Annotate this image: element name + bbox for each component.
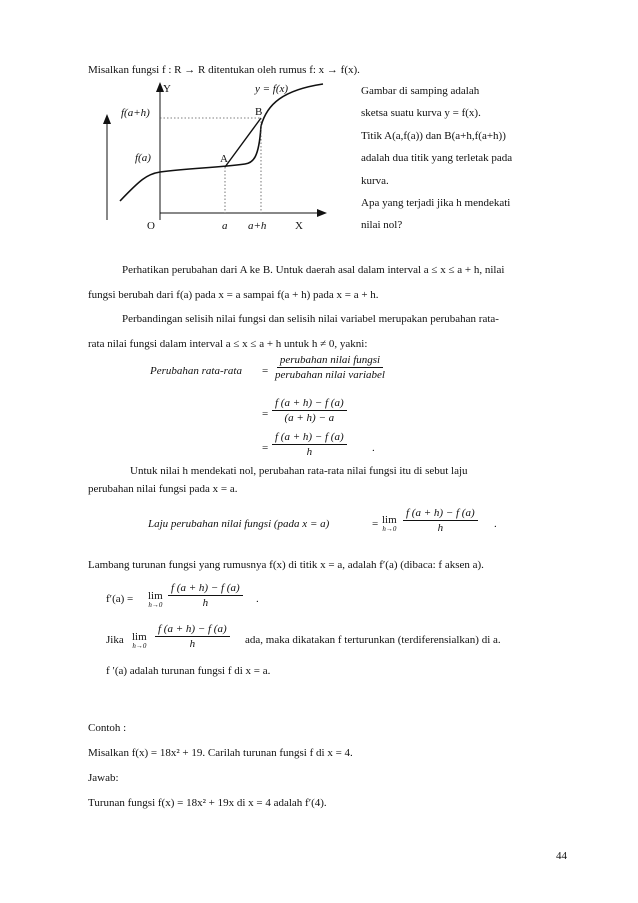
eq1-num1: perubahan nilai fungsi (277, 354, 383, 368)
eq4-prefix: Jika (106, 634, 124, 646)
contoh-question: Misalkan f(x) = 18x² + 19. Carilah turunan fungsi f di x = 4. (88, 747, 353, 759)
eq3-lhs: f′(a) = (106, 593, 134, 605)
point-b-label: B (255, 106, 263, 118)
eq4-lim-sub: h→0 (132, 642, 147, 650)
side-line: nilai nol? (361, 219, 403, 231)
eq1-den1: perubahan nilai variabel (275, 369, 385, 381)
tick-a-plus-h-label: a+h (248, 220, 267, 232)
eq3-den: h (202, 597, 209, 609)
eq1-equals: = (262, 365, 269, 377)
tick-a-label: a (222, 220, 228, 232)
eq4-num: f (a + h) − f (a) (155, 623, 230, 637)
page-number: 44 (556, 850, 567, 862)
para4: Lambang turunan fungsi yang rumusnya f(x) di titik x = a, adalah f′(a) (dibaca: f aksen a). (88, 559, 484, 571)
eq1-fraction-2 (272, 397, 347, 424)
eq3-period: . (256, 593, 259, 605)
f-a-label: f(a) (135, 152, 151, 164)
eq1-lhs: Perubahan rata-rata (150, 365, 242, 377)
eq2-limit (382, 515, 397, 533)
eq1-den3: h (306, 446, 313, 458)
eq2-den: h (437, 522, 444, 534)
para1-line: fungsi berubah dari f(a) pada x = a sampai f(a + h) pada x = a + h. (88, 289, 379, 301)
para3-line: Untuk nilai h mendekati nol, perubahan rata-rata nilai fungsi itu di sebut laju (130, 465, 468, 477)
eq4-lim: lim (132, 631, 147, 643)
left-arrow-head (103, 114, 111, 124)
side-line: Titik A(a,f(a)) dan B(a+h,f(a+h)) (361, 130, 506, 142)
eq4-suffix: ada, maka dikatakan f terturunkan (terdiferensialkan) di a. (245, 634, 501, 646)
jawab-label: Jawab: (88, 772, 119, 784)
para3-line: perubahan nilai fungsi pada x = a. (88, 483, 238, 495)
side-line: Apa yang terjadi jika h mendekati (361, 197, 511, 209)
jawab-line: Turunan fungsi f(x) = 18x² + 19x di x = 4 adalah f′(4). (88, 797, 327, 809)
eq3-num: f (a + h) − f (a) (168, 582, 243, 596)
eq2-lim-sub: h→0 (382, 525, 397, 533)
turunan-line: f ′(a) adalah turunan fungsi f di x = a. (106, 665, 271, 677)
eq2-num: f (a + h) − f (a) (403, 507, 478, 521)
eq3-lim-sub: h→0 (148, 601, 163, 609)
eq2-lhs: Laju perubahan nilai fungsi (pada x = a) (148, 518, 330, 530)
x-axis-label: X (295, 220, 303, 232)
eq3-limit (148, 591, 163, 609)
eq4-den: h (189, 638, 196, 650)
eq1-num2: f (a + h) − f (a) (272, 397, 347, 411)
eq2-period: . (494, 518, 497, 530)
origin-label: O (147, 220, 155, 232)
intro-line: Misalkan fungsi f : R → R ditentukan oleh rumus f: x → f(x). (88, 64, 360, 76)
eq3-lim: lim (148, 590, 163, 602)
para2-line: Perbandingan selisih nilai fungsi dan selisih nilai variabel merupakan perubahan rata- (122, 313, 499, 325)
eq1-den2: (a + h) − a (284, 412, 335, 424)
side-line: adalah dua titik yang terletak pada (361, 152, 513, 164)
eq1-fraction-1 (272, 354, 388, 381)
curve-label: y = f(x) (255, 83, 289, 95)
eq4-fraction (155, 623, 230, 650)
eq1-period: . (372, 442, 375, 454)
eq1-equals-3: = (262, 442, 269, 454)
para2-line: rata nilai fungsi dalam interval a ≤ x ≤ a + h untuk h ≠ 0, yakni: (88, 338, 368, 350)
eq2-fraction (403, 507, 478, 534)
eq1-num3: f (a + h) − f (a) (272, 431, 347, 445)
curve (120, 84, 323, 201)
point-a-label: A (220, 153, 228, 165)
eq3-fraction (168, 582, 243, 609)
eq2-equals: = (372, 518, 379, 530)
side-line: Gambar di samping adalah (361, 85, 480, 97)
eq1-fraction-3 (272, 431, 347, 458)
eq4-limit (132, 632, 147, 650)
secant-ab (225, 118, 261, 167)
function-graph (95, 78, 345, 238)
eq2-lim: lim (382, 514, 397, 526)
side-line: kurva. (361, 175, 389, 187)
f-a-plus-h-label: f(a+h) (121, 107, 150, 119)
x-axis-arrow (317, 209, 327, 217)
contoh-title: Contoh : (88, 722, 127, 734)
eq1-equals-2: = (262, 408, 269, 420)
side-line: sketsa suatu kurva y = f(x). (361, 107, 481, 119)
para1-line: Perhatikan perubahan dari A ke B. Untuk daerah asal dalam interval a ≤ x ≤ a + h, nilai (122, 264, 505, 276)
y-axis-label: Y (163, 83, 171, 95)
